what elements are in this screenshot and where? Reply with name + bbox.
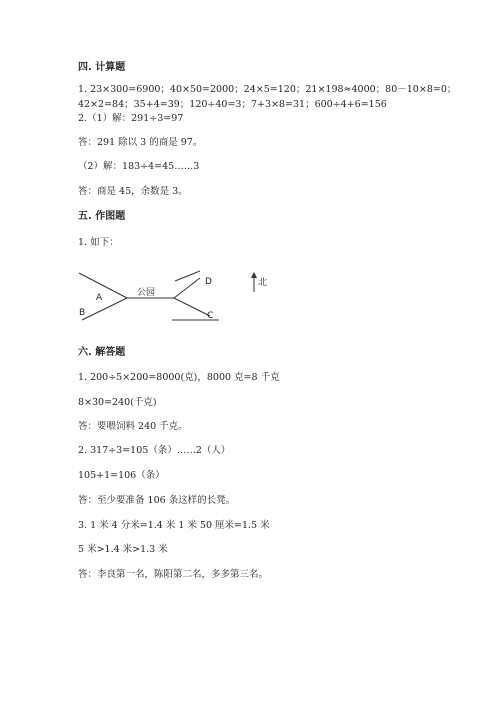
label-d: D bbox=[205, 277, 212, 287]
drawing-q1: 1. 如下： bbox=[78, 237, 119, 248]
calc-q2-answer2: 答：商是 45，余数是 3。 bbox=[78, 186, 188, 197]
line-d-parallel bbox=[175, 271, 200, 281]
answer-q1-line2: 8×30=240(千克) bbox=[78, 397, 157, 408]
answer-q3-line1: 3. 1 米 4 分米=1.4 米 1 米 50 厘米=1.5 米 bbox=[78, 520, 270, 531]
calc-q1-line1: 1. 23×300=6900；40×50=2000；24×5=120；21×198≈4000；80－10×8=0； bbox=[78, 84, 457, 95]
calc-q2-line1: 2.（1）解：291÷3=97 bbox=[78, 113, 184, 124]
answer-q3-answer: 答：李良第一名，陈阳第二名，多多第三名。 bbox=[78, 569, 269, 580]
answer-q2-answer: 答：至少要准备 106 条这样的长凳。 bbox=[78, 495, 236, 506]
answer-q3-line2: 5 米>1.4 米>1.3 米 bbox=[78, 544, 168, 555]
answer-q2-line1: 2. 317÷3=105（条）……2（人） bbox=[78, 445, 231, 456]
label-a: A bbox=[96, 293, 103, 303]
answer-q1-answer: 答：要喂饲料 240 千克。 bbox=[78, 421, 188, 432]
section6-heading: 六. 解答题 bbox=[78, 347, 126, 358]
line-to-a bbox=[79, 273, 127, 298]
label-b: B bbox=[79, 308, 86, 318]
answer-q2-line2: 105+1=106（条） bbox=[78, 470, 165, 481]
label-c: C bbox=[207, 311, 214, 321]
answer-q1-line1: 1. 200÷5×200=8000(克)，8000 克=8 千克 bbox=[78, 372, 280, 383]
line-to-c bbox=[174, 298, 210, 316]
section4-heading: 四. 计算题 bbox=[78, 62, 126, 73]
calc-q2-answer1: 答：291 除以 3 的商是 97。 bbox=[78, 137, 203, 148]
label-north: 北 bbox=[258, 278, 268, 288]
calc-q1-line2: 42×2=84；35+4=39；120÷40=3；7+3×8=31；600÷4+6=156 bbox=[78, 99, 387, 110]
line-to-b bbox=[82, 298, 127, 320]
line-to-d bbox=[174, 278, 200, 298]
label-park: 公园 bbox=[137, 288, 156, 298]
calc-q2-line2: （2）解：183÷4=45……3 bbox=[78, 161, 200, 172]
section5-heading: 五. 作图题 bbox=[78, 211, 126, 222]
north-arrow-head bbox=[251, 272, 257, 278]
